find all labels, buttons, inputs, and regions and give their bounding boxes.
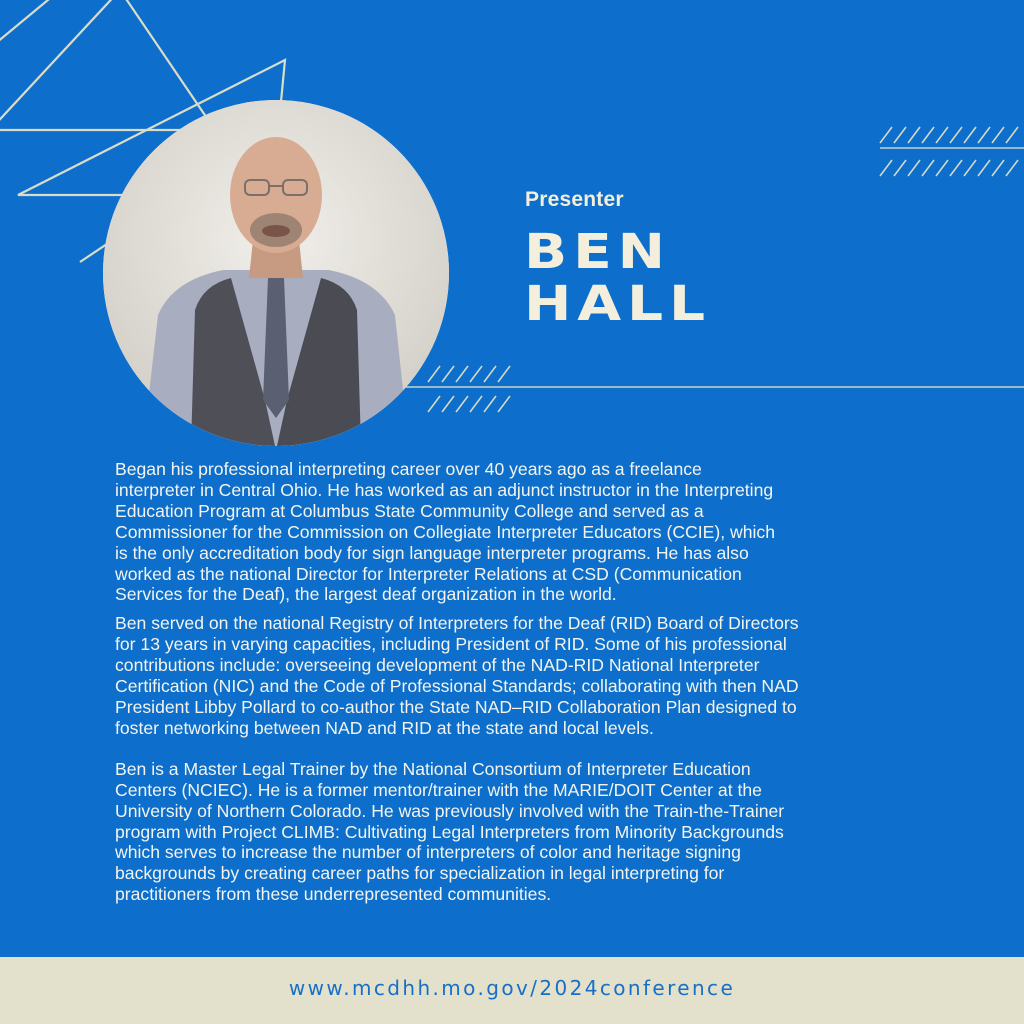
footer-band [0, 957, 1024, 1024]
presenter-portrait-illustration [103, 100, 449, 446]
bio-paragraph: Ben served on the national Registry of Interpreters for the Deaf (RID) Board of Directors for 13 years in varying capacities, including President of RID. Some of his professional contributions include: overseeing development of the NAD-RID National Interpreter Certification (NIC) and the Code of Professional Standards; collaborating with then NAD President Libby Pollard to co-author the State NAD–RID Collaboration Plan designed to foster networking between NAD and RID at the state and local levels. [115, 613, 799, 738]
first-name: BEN [524, 224, 671, 280]
bio-paragraph: Ben is a Master Legal Trainer by the National Consortium of Interpreter Education Centers (NCIEC). He is a former mentor/trainer with the MARIE/DOIT Center at the University of Northern Colorado. He was previously involved with the Train-the-Trainer program with Project CLIMB: Cultivating Legal Interpreters from Minority Backgrounds which serves to increase the number of interpreters of color and heritage signing backgrounds by creating career paths for specialization in legal interpreting for practitioners from these underrepresented communities. [115, 758, 785, 905]
presenter-photo [103, 100, 449, 446]
bio-paragraph: Began his professional interpreting career over 40 years ago as a freelance interpreter in Central Ohio. He has worked as an adjunct instructor in the Interpreting Education Program at Columbus State Community College and served as a Commissioner for the Commission on Collegiate Interpreter Educators (CCIE), which is the only accreditation body for sign language interpreter programs. He has also worked as the national Director for Interpreter Relations at CSD (Communication Services for the Deaf), the largest deaf organization in the world. [115, 459, 776, 605]
conference-url[interactable]: www.mcdhh.mo.gov/2024conference [288, 976, 736, 1000]
presenter-label: Presenter [525, 188, 624, 211]
last-name: HALL [524, 276, 712, 332]
presenter-bio [115, 459, 955, 905]
presenter-name [524, 226, 711, 330]
